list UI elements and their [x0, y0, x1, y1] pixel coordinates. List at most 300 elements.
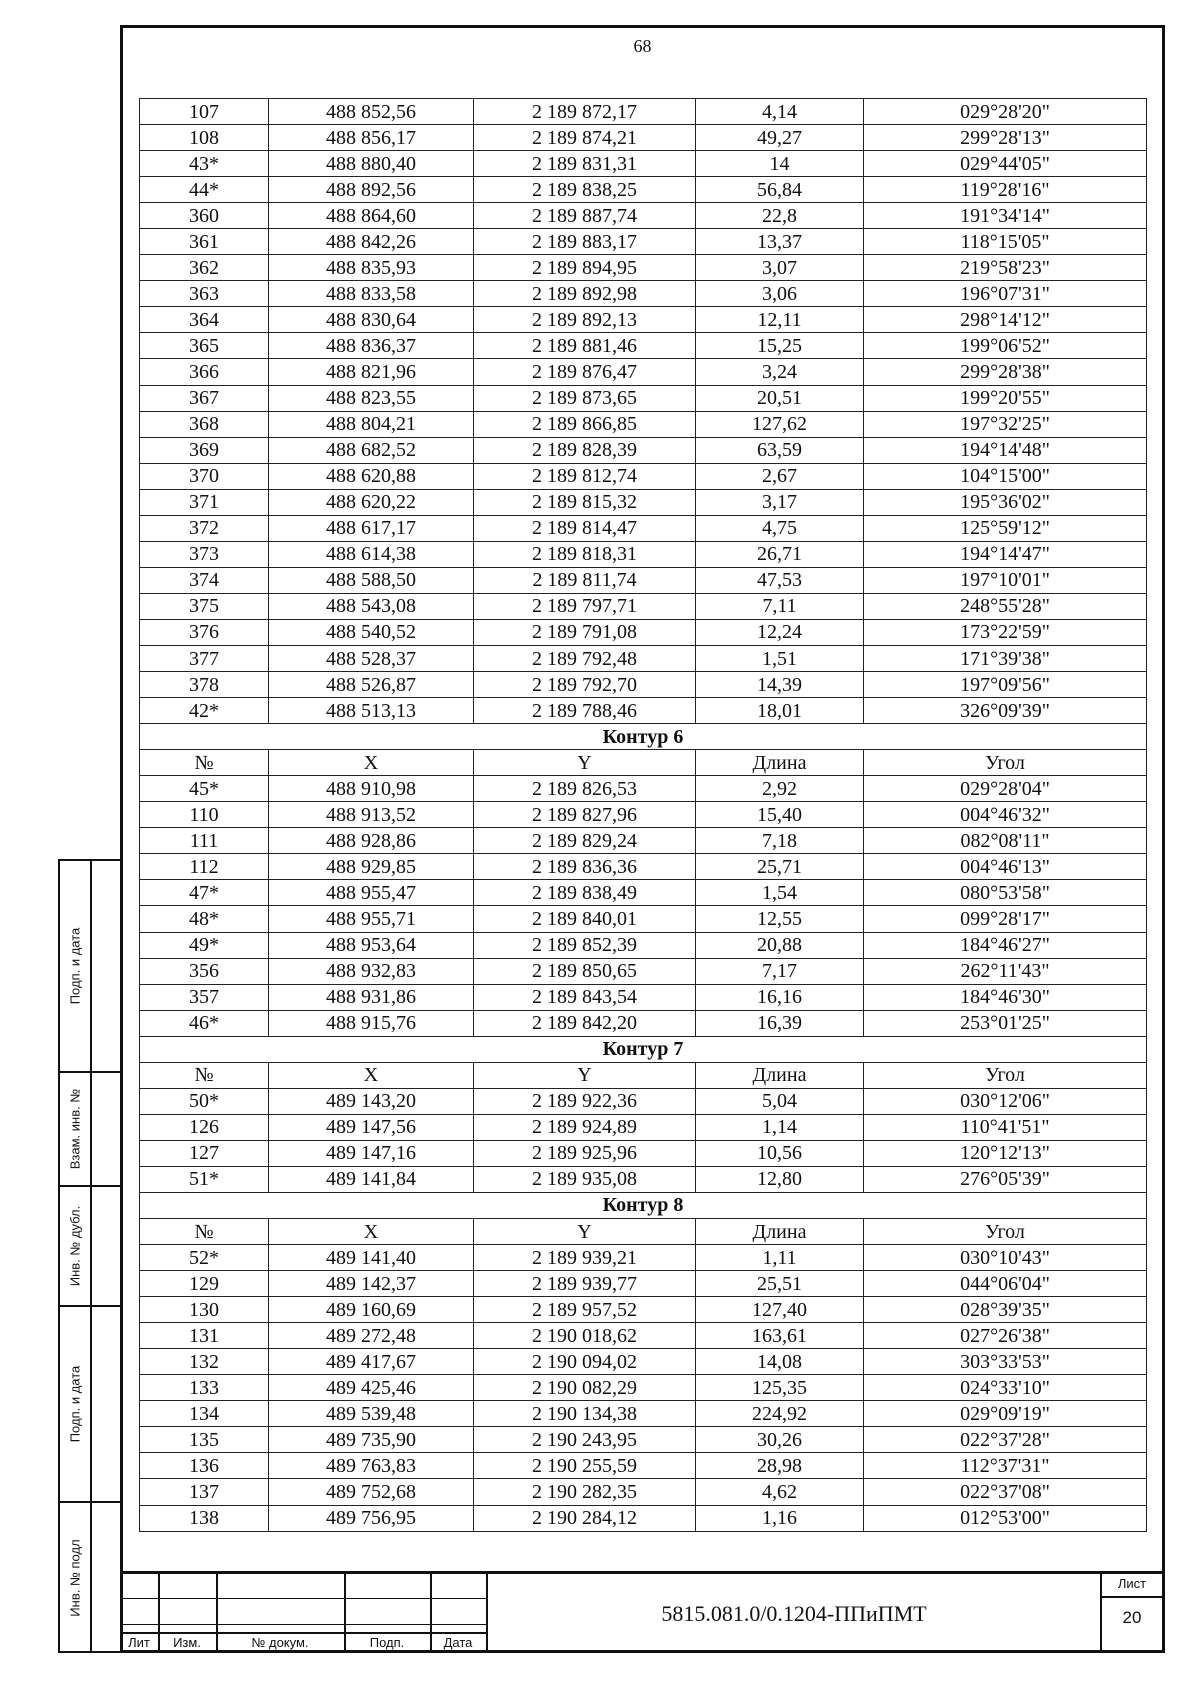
cell-angle: 029°28'04"	[864, 776, 1147, 802]
table-row	[140, 99, 1147, 125]
table-row	[140, 1323, 1147, 1349]
contour-title: Контур 6	[140, 724, 1147, 750]
cell-coord-x: 488 931,86	[269, 984, 474, 1010]
cell-length: 163,61	[696, 1323, 864, 1349]
stamp-cell-signature-date-2	[60, 1307, 120, 1503]
cell-length: 47,53	[696, 567, 864, 593]
cell-coord-y: 2 189 935,08	[474, 1166, 696, 1192]
cell-angle: 303°33'53"	[864, 1349, 1147, 1375]
cell-coord-y: 2 189 892,13	[474, 307, 696, 333]
cell-angle: 326°09'39"	[864, 698, 1147, 724]
cell-coord-y: 2 189 797,71	[474, 593, 696, 619]
cell-coord-x: 488 830,64	[269, 307, 474, 333]
table-row	[140, 802, 1147, 828]
cell-point-number: 373	[140, 541, 269, 567]
cell-angle: 219°58'23"	[864, 255, 1147, 281]
table-row	[140, 645, 1147, 671]
cell-angle: 080°53'58"	[864, 880, 1147, 906]
cell-angle: 199°06'52"	[864, 333, 1147, 359]
header-point-number: №	[140, 1219, 269, 1245]
cell-length: 10,56	[696, 1140, 864, 1166]
cell-point-number: 51*	[140, 1166, 269, 1192]
cell-coord-y: 2 190 134,38	[474, 1401, 696, 1427]
cell-coord-x: 489 756,95	[269, 1505, 474, 1531]
cell-point-number: 357	[140, 984, 269, 1010]
cell-coord-x: 488 835,93	[269, 255, 474, 281]
cell-coord-y: 2 189 872,17	[474, 99, 696, 125]
cell-angle: 004°46'13"	[864, 854, 1147, 880]
cell-coord-x: 488 823,55	[269, 385, 474, 411]
cell-length: 1,51	[696, 645, 864, 671]
table-row	[140, 776, 1147, 802]
cell-point-number: 356	[140, 958, 269, 984]
cell-coord-x: 488 955,71	[269, 906, 474, 932]
cell-angle: 022°37'08"	[864, 1479, 1147, 1505]
cell-point-number: 108	[140, 125, 269, 151]
cell-coord-x: 488 864,60	[269, 203, 474, 229]
header-length: Длина	[696, 1219, 864, 1245]
cell-coord-y: 2 189 842,20	[474, 1010, 696, 1036]
header-angle: Угол	[864, 750, 1147, 776]
cell-point-number: 371	[140, 489, 269, 515]
cell-coord-y: 2 190 284,12	[474, 1505, 696, 1531]
table-row	[140, 828, 1147, 854]
cell-coord-y: 2 190 243,95	[474, 1427, 696, 1453]
cell-coord-x: 488 620,88	[269, 463, 474, 489]
cell-coord-y: 2 189 838,25	[474, 177, 696, 203]
cell-point-number: 372	[140, 515, 269, 541]
cell-coord-y: 2 189 815,32	[474, 489, 696, 515]
cell-angle: 194°14'48"	[864, 437, 1147, 463]
table-row	[140, 515, 1147, 541]
cell-point-number: 136	[140, 1453, 269, 1479]
cell-coord-y: 2 189 828,39	[474, 437, 696, 463]
cell-length: 12,80	[696, 1166, 864, 1192]
cell-length: 224,92	[696, 1401, 864, 1427]
table-row	[140, 281, 1147, 307]
cell-coord-y: 2 189 866,85	[474, 411, 696, 437]
cell-coord-x: 489 147,56	[269, 1114, 474, 1140]
cell-coord-x: 489 143,20	[269, 1088, 474, 1114]
cell-length: 30,26	[696, 1427, 864, 1453]
cell-length: 3,17	[696, 489, 864, 515]
cell-angle: 024°33'10"	[864, 1375, 1147, 1401]
cell-length: 28,98	[696, 1453, 864, 1479]
cell-angle: 104°15'00"	[864, 463, 1147, 489]
cell-coord-y: 2 189 831,31	[474, 151, 696, 177]
cell-length: 56,84	[696, 177, 864, 203]
cell-coord-y: 2 189 924,89	[474, 1114, 696, 1140]
cell-coord-x: 489 539,48	[269, 1401, 474, 1427]
cell-coord-x: 488 620,22	[269, 489, 474, 515]
table-row	[140, 1245, 1147, 1271]
cell-length: 1,14	[696, 1114, 864, 1140]
table-row	[140, 958, 1147, 984]
cell-coord-y: 2 189 843,54	[474, 984, 696, 1010]
cell-length: 4,14	[696, 99, 864, 125]
cell-coord-y: 2 189 881,46	[474, 333, 696, 359]
table-row	[140, 1114, 1147, 1140]
cell-coord-x: 489 142,37	[269, 1271, 474, 1297]
table-row	[140, 437, 1147, 463]
cell-coord-y: 2 189 957,52	[474, 1297, 696, 1323]
cell-length: 5,04	[696, 1088, 864, 1114]
cell-point-number: 361	[140, 229, 269, 255]
cell-coord-x: 488 528,37	[269, 645, 474, 671]
table-row	[140, 854, 1147, 880]
sheet-box	[1100, 1574, 1162, 1653]
cell-coord-y: 2 189 892,98	[474, 281, 696, 307]
cell-coord-y: 2 189 840,01	[474, 906, 696, 932]
cell-angle: 191°34'14"	[864, 203, 1147, 229]
cell-coord-y: 2 189 874,21	[474, 125, 696, 151]
table-row	[140, 593, 1147, 619]
header-point-number: №	[140, 1062, 269, 1088]
page-number: 68	[633, 36, 652, 56]
cell-length: 14,08	[696, 1349, 864, 1375]
table-row	[140, 125, 1147, 151]
contour-title-row	[140, 1036, 1147, 1062]
cell-coord-y: 2 189 850,65	[474, 958, 696, 984]
header-angle: Угол	[864, 1062, 1147, 1088]
cell-point-number: 377	[140, 645, 269, 671]
cell-coord-x: 488 513,13	[269, 698, 474, 724]
cell-length: 3,07	[696, 255, 864, 281]
cell-point-number: 362	[140, 255, 269, 281]
cell-length: 3,24	[696, 359, 864, 385]
cell-point-number: 375	[140, 593, 269, 619]
cell-angle: 298°14'12"	[864, 307, 1147, 333]
cell-coord-x: 488 953,64	[269, 932, 474, 958]
cell-coord-x: 489 141,40	[269, 1245, 474, 1271]
cell-angle: 196°07'31"	[864, 281, 1147, 307]
cell-angle: 197°10'01"	[864, 567, 1147, 593]
cell-length: 2,67	[696, 463, 864, 489]
caption-change: Изм.	[173, 1635, 201, 1650]
cell-point-number: 127	[140, 1140, 269, 1166]
cell-coord-x: 489 735,90	[269, 1427, 474, 1453]
cell-length: 12,24	[696, 619, 864, 645]
cell-length: 1,11	[696, 1245, 864, 1271]
table-row	[140, 1010, 1147, 1036]
cell-point-number: 376	[140, 619, 269, 645]
cell-coord-x: 488 910,98	[269, 776, 474, 802]
cell-coord-y: 2 189 838,49	[474, 880, 696, 906]
cell-coord-x: 488 842,26	[269, 229, 474, 255]
cell-length: 7,18	[696, 828, 864, 854]
stamp-label: Подп. и дата	[67, 927, 83, 1005]
cell-point-number: 47*	[140, 880, 269, 906]
table-row	[140, 672, 1147, 698]
cell-point-number: 368	[140, 411, 269, 437]
header-angle: Угол	[864, 1219, 1147, 1245]
cell-coord-x: 488 526,87	[269, 672, 474, 698]
stamp-label: Подп. и дата	[67, 1365, 83, 1443]
cell-length: 16,39	[696, 1010, 864, 1036]
cell-length: 18,01	[696, 698, 864, 724]
cell-point-number: 137	[140, 1479, 269, 1505]
cell-point-number: 130	[140, 1297, 269, 1323]
cell-coord-y: 2 190 282,35	[474, 1479, 696, 1505]
cell-point-number: 138	[140, 1505, 269, 1531]
sheet-number: 20	[1122, 1608, 1142, 1627]
table-row	[140, 1427, 1147, 1453]
cell-point-number: 42*	[140, 698, 269, 724]
cell-coord-x: 489 417,67	[269, 1349, 474, 1375]
cell-angle: 276°05'39"	[864, 1166, 1147, 1192]
cell-coord-y: 2 189 887,74	[474, 203, 696, 229]
cell-coord-y: 2 189 925,96	[474, 1140, 696, 1166]
cell-length: 127,40	[696, 1297, 864, 1323]
cell-point-number: 107	[140, 99, 269, 125]
table-row	[140, 1140, 1147, 1166]
cell-coord-y: 2 190 018,62	[474, 1323, 696, 1349]
cell-length: 7,11	[696, 593, 864, 619]
cell-coord-y: 2 189 791,08	[474, 619, 696, 645]
cell-coord-y: 2 189 836,36	[474, 854, 696, 880]
cell-coord-x: 488 928,86	[269, 828, 474, 854]
cell-length: 7,17	[696, 958, 864, 984]
cell-coord-x: 488 540,52	[269, 619, 474, 645]
table-row	[140, 567, 1147, 593]
table-row	[140, 541, 1147, 567]
cell-coord-x: 488 836,37	[269, 333, 474, 359]
table-row	[140, 1271, 1147, 1297]
cell-length: 14,39	[696, 672, 864, 698]
table-row	[140, 385, 1147, 411]
cell-angle: 119°28'16"	[864, 177, 1147, 203]
header-length: Длина	[696, 1062, 864, 1088]
cell-angle: 118°15'05"	[864, 229, 1147, 255]
cell-coord-y: 2 189 792,70	[474, 672, 696, 698]
cell-point-number: 43*	[140, 151, 269, 177]
cell-coord-x: 488 892,56	[269, 177, 474, 203]
cell-length: 25,71	[696, 854, 864, 880]
cell-length: 1,54	[696, 880, 864, 906]
stamp-cell-replacement-inv	[60, 1073, 120, 1187]
cell-coord-x: 488 955,47	[269, 880, 474, 906]
coordinates-table	[139, 98, 1147, 1532]
cell-length: 22,8	[696, 203, 864, 229]
cell-point-number: 126	[140, 1114, 269, 1140]
cell-coord-y: 2 190 082,29	[474, 1375, 696, 1401]
table-row	[140, 151, 1147, 177]
cell-coord-y: 2 189 873,65	[474, 385, 696, 411]
margin-stamp	[58, 859, 120, 1653]
table-row	[140, 463, 1147, 489]
table-row	[140, 229, 1147, 255]
title-block	[120, 1571, 1165, 1653]
cell-coord-x: 488 852,56	[269, 99, 474, 125]
table-header-row	[140, 750, 1147, 776]
cell-point-number: 52*	[140, 1245, 269, 1271]
contour-title-row	[140, 1192, 1147, 1218]
table-row	[140, 411, 1147, 437]
cell-coord-y: 2 189 894,95	[474, 255, 696, 281]
cell-angle: 027°26'38"	[864, 1323, 1147, 1349]
cell-angle: 029°09'19"	[864, 1401, 1147, 1427]
cell-coord-x: 488 880,40	[269, 151, 474, 177]
header-coord-y: Y	[474, 1219, 696, 1245]
stamp-label: Взам. инв. №	[67, 1088, 83, 1170]
cell-length: 1,16	[696, 1505, 864, 1531]
table-row	[140, 1505, 1147, 1531]
cell-point-number: 363	[140, 281, 269, 307]
cell-angle: 195°36'02"	[864, 489, 1147, 515]
cell-coord-y: 2 190 255,59	[474, 1453, 696, 1479]
document-code: 5815.081.0/0.1204-ППиПМТ	[486, 1574, 1100, 1653]
cell-coord-x: 488 932,83	[269, 958, 474, 984]
cell-point-number: 49*	[140, 932, 269, 958]
table-row	[140, 255, 1147, 281]
table-row	[140, 1349, 1147, 1375]
table-row	[140, 333, 1147, 359]
header-coord-x: X	[269, 1062, 474, 1088]
cell-point-number: 360	[140, 203, 269, 229]
cell-coord-y: 2 189 827,96	[474, 802, 696, 828]
header-coord-y: Y	[474, 1062, 696, 1088]
cell-point-number: 110	[140, 802, 269, 828]
cell-angle: 030°10'43"	[864, 1245, 1147, 1271]
cell-length: 25,51	[696, 1271, 864, 1297]
cell-angle: 299°28'38"	[864, 359, 1147, 385]
cell-angle: 112°37'31"	[864, 1453, 1147, 1479]
cell-length: 16,16	[696, 984, 864, 1010]
cell-point-number: 134	[140, 1401, 269, 1427]
cell-coord-x: 488 543,08	[269, 593, 474, 619]
cell-angle: 082°08'11"	[864, 828, 1147, 854]
cell-angle: 004°46'32"	[864, 802, 1147, 828]
cell-point-number: 45*	[140, 776, 269, 802]
caption-document-no: № докум.	[251, 1635, 309, 1650]
cell-point-number: 133	[140, 1375, 269, 1401]
header-coord-x: X	[269, 1219, 474, 1245]
cell-coord-x: 489 272,48	[269, 1323, 474, 1349]
cell-coord-x: 488 929,85	[269, 854, 474, 880]
cell-angle: 029°44'05"	[864, 151, 1147, 177]
cell-length: 125,35	[696, 1375, 864, 1401]
cell-length: 12,55	[696, 906, 864, 932]
cell-coord-y: 2 189 922,36	[474, 1088, 696, 1114]
cell-coord-y: 2 189 939,21	[474, 1245, 696, 1271]
cell-angle: 173°22'59"	[864, 619, 1147, 645]
stamp-cell-original-inv	[60, 1503, 120, 1653]
cell-coord-y: 2 189 826,53	[474, 776, 696, 802]
cell-angle: 099°28'17"	[864, 906, 1147, 932]
cell-length: 12,11	[696, 307, 864, 333]
table-row	[140, 307, 1147, 333]
table-row	[140, 1479, 1147, 1505]
cell-angle: 199°20'55"	[864, 385, 1147, 411]
table-row	[140, 1401, 1147, 1427]
cell-point-number: 111	[140, 828, 269, 854]
caption-lit: Лит	[128, 1635, 150, 1650]
cell-coord-y: 2 189 818,31	[474, 541, 696, 567]
header-length: Длина	[696, 750, 864, 776]
cell-coord-y: 2 189 939,77	[474, 1271, 696, 1297]
table-row	[140, 1453, 1147, 1479]
cell-length: 4,62	[696, 1479, 864, 1505]
cell-coord-x: 488 682,52	[269, 437, 474, 463]
caption-signature: Подп.	[369, 1635, 405, 1650]
cell-coord-y: 2 189 788,46	[474, 698, 696, 724]
table-row	[140, 932, 1147, 958]
cell-coord-x: 488 833,58	[269, 281, 474, 307]
cell-coord-x: 488 856,17	[269, 125, 474, 151]
stamp-cell-signature-date-1	[60, 861, 120, 1073]
cell-length: 4,75	[696, 515, 864, 541]
header-coord-y: Y	[474, 750, 696, 776]
cell-length: 49,27	[696, 125, 864, 151]
cell-point-number: 367	[140, 385, 269, 411]
cell-point-number: 135	[140, 1427, 269, 1453]
cell-angle: 262°11'43"	[864, 958, 1147, 984]
cell-coord-y: 2 189 829,24	[474, 828, 696, 854]
cell-coord-y: 2 190 094,02	[474, 1349, 696, 1375]
cell-point-number: 132	[140, 1349, 269, 1375]
cell-coord-x: 488 821,96	[269, 359, 474, 385]
cell-point-number: 50*	[140, 1088, 269, 1114]
cell-point-number: 378	[140, 672, 269, 698]
cell-length: 63,59	[696, 437, 864, 463]
cell-point-number: 365	[140, 333, 269, 359]
cell-coord-x: 489 752,68	[269, 1479, 474, 1505]
cell-angle: 125°59'12"	[864, 515, 1147, 541]
cell-point-number: 366	[140, 359, 269, 385]
cell-angle: 028°39'35"	[864, 1297, 1147, 1323]
cell-angle: 171°39'38"	[864, 645, 1147, 671]
header-point-number: №	[140, 750, 269, 776]
table-row	[140, 1375, 1147, 1401]
header-coord-x: X	[269, 750, 474, 776]
table-header-row	[140, 1062, 1147, 1088]
table-row	[140, 1088, 1147, 1114]
cell-length: 20,88	[696, 932, 864, 958]
cell-length: 2,92	[696, 776, 864, 802]
cell-coord-x: 489 763,83	[269, 1453, 474, 1479]
table-row	[140, 1166, 1147, 1192]
cell-angle: 194°14'47"	[864, 541, 1147, 567]
cell-point-number: 364	[140, 307, 269, 333]
cell-angle: 044°06'04"	[864, 1271, 1147, 1297]
table-row	[140, 203, 1147, 229]
table-header-row	[140, 1219, 1147, 1245]
cell-angle: 197°32'25"	[864, 411, 1147, 437]
table-row	[140, 698, 1147, 724]
stamp-label: Инв. № дубл.	[67, 1205, 83, 1287]
cell-point-number: 369	[140, 437, 269, 463]
contour-title-row	[140, 724, 1147, 750]
cell-angle: 248°55'28"	[864, 593, 1147, 619]
cell-length: 127,62	[696, 411, 864, 437]
cell-coord-y: 2 189 814,47	[474, 515, 696, 541]
cell-angle: 022°37'28"	[864, 1427, 1147, 1453]
cell-coord-x: 489 425,46	[269, 1375, 474, 1401]
cell-coord-x: 489 147,16	[269, 1140, 474, 1166]
cell-length: 26,71	[696, 541, 864, 567]
cell-length: 15,25	[696, 333, 864, 359]
cell-angle: 012°53'00"	[864, 1505, 1147, 1531]
caption-date: Дата	[443, 1635, 473, 1650]
table-row	[140, 906, 1147, 932]
sheet-label: Лист	[1102, 1576, 1162, 1598]
table-row	[140, 489, 1147, 515]
cell-coord-x: 488 913,52	[269, 802, 474, 828]
cell-angle: 197°09'56"	[864, 672, 1147, 698]
cell-point-number: 370	[140, 463, 269, 489]
cell-angle: 299°28'13"	[864, 125, 1147, 151]
cell-coord-y: 2 189 883,17	[474, 229, 696, 255]
